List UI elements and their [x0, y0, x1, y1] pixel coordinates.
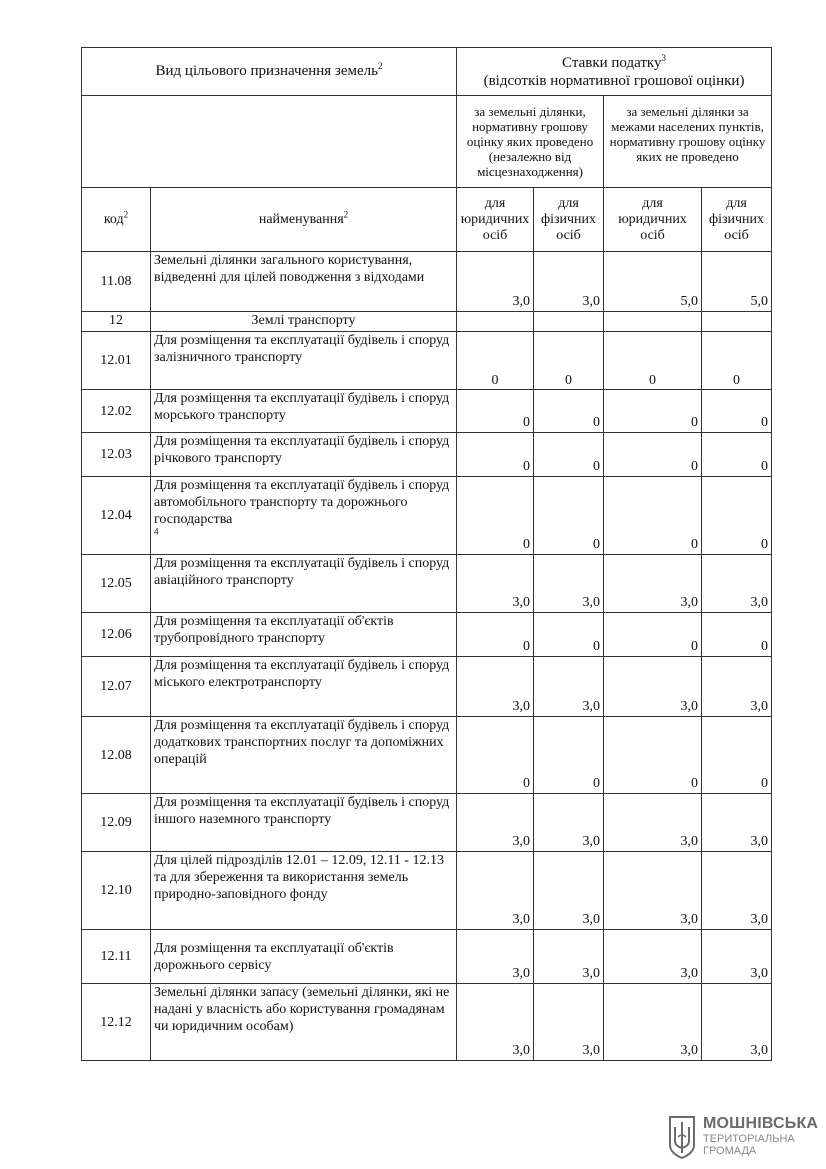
table-row [82, 252, 772, 312]
table-row [82, 332, 772, 390]
row-name: Для розміщення та експлуатації будівель і споруд річкового транспорту [151, 433, 457, 477]
table-row [82, 657, 772, 717]
name-header [151, 188, 457, 252]
code-header [82, 188, 151, 252]
row-code: 12.05 [82, 555, 151, 613]
rate-individual-assessed: 0 [534, 477, 604, 555]
row-name: Для розміщення та експлуатації будівель і споруд іншого наземного транспорту [151, 794, 457, 852]
row-code: 12.04 [82, 477, 151, 555]
rate-individual-not-assessed: 0 [702, 717, 772, 794]
logo-subtitle [703, 1133, 795, 1157]
individuals-header-2: для фізичних осіб [702, 188, 772, 252]
rate-legal-assessed: 0 [457, 390, 534, 433]
rate-legal-assessed: 3,0 [457, 555, 534, 613]
rate-legal-not-assessed: 3,0 [604, 657, 702, 717]
land-tax-rates-table [81, 47, 772, 1061]
rate-legal-not-assessed: 3,0 [604, 984, 702, 1061]
rate-legal-assessed: 3,0 [457, 984, 534, 1061]
individuals-header-1: для фізичних осіб [534, 188, 604, 252]
rate-legal-assessed: 0 [457, 433, 534, 477]
rate-individual-not-assessed: 3,0 [702, 555, 772, 613]
row-code: 12.09 [82, 794, 151, 852]
rate-individual-assessed: 0 [534, 433, 604, 477]
row-code: 12.06 [82, 613, 151, 657]
table-row [82, 984, 772, 1061]
table-row [82, 433, 772, 477]
logo-title: МОШНІВСЬКА [703, 1115, 819, 1132]
empty-header-cell [82, 96, 457, 188]
tax-rates-subtitle: (відсотків нормативної грошової оцінки) [483, 72, 745, 89]
rate-individual-not-assessed: 0 [702, 332, 772, 390]
rate-legal-not-assessed: 3,0 [604, 555, 702, 613]
table-row [82, 794, 772, 852]
rate-individual-not-assessed: 3,0 [702, 794, 772, 852]
table-row [82, 312, 772, 332]
rate-individual-not-assessed: 3,0 [702, 984, 772, 1061]
rate-individual-not-assessed: 0 [702, 477, 772, 555]
row-name: Для розміщення та експлуатації будівель і споруд залізничного транспорту [151, 332, 457, 390]
table-row [82, 852, 772, 930]
rate-individual-assessed: 0 [534, 717, 604, 794]
rate-legal-not-assessed: 3,0 [604, 852, 702, 930]
rate-individual-assessed: 3,0 [534, 852, 604, 930]
rate-individual-not-assessed: 0 [702, 433, 772, 477]
row-code: 12.07 [82, 657, 151, 717]
trident-emblem-icon [667, 1115, 697, 1159]
rate-individual-not-assessed: 0 [702, 390, 772, 433]
rate-legal-not-assessed: 0 [604, 332, 702, 390]
rate-legal-not-assessed: 0 [604, 477, 702, 555]
not-assessed-land-header: за земельні ділянки за межами населених пунктів, нормативну грошову оцінку яких не проведено [604, 96, 772, 188]
rate-legal-assessed [457, 312, 534, 332]
rate-legal-not-assessed: 0 [604, 717, 702, 794]
header-row-2 [82, 96, 772, 188]
rate-legal-assessed: 0 [457, 717, 534, 794]
rate-individual-not-assessed: 3,0 [702, 852, 772, 930]
name-label: найменування [258, 212, 344, 227]
rate-legal-assessed: 0 [457, 332, 534, 390]
row-name: Для розміщення та експлуатації об'єктів трубопровідного транспорту [151, 613, 457, 657]
rate-legal-assessed: 0 [457, 477, 534, 555]
rate-legal-assessed: 0 [457, 613, 534, 657]
rate-individual-assessed: 3,0 [534, 794, 604, 852]
land-purpose-header [82, 48, 457, 96]
row-name: Для розміщення та експлуатації будівель і споруд морського транспорту [151, 390, 457, 433]
row-name: Земельні ділянки загального користування, відведенні для цілей поводження з відходами [151, 252, 457, 312]
header-row-1 [82, 48, 772, 96]
rate-individual-assessed [534, 312, 604, 332]
rate-legal-assessed: 3,0 [457, 930, 534, 984]
table-row [82, 390, 772, 433]
rate-legal-not-assessed: 0 [604, 433, 702, 477]
row-name [151, 477, 457, 555]
rate-legal-assessed: 3,0 [457, 794, 534, 852]
rate-individual-assessed: 3,0 [534, 930, 604, 984]
footnote-sup: 4 [154, 526, 159, 537]
row-code: 12.11 [82, 930, 151, 984]
header-row-3 [82, 188, 772, 252]
row-code: 12.10 [82, 852, 151, 930]
table-row [82, 555, 772, 613]
row-name: Для розміщення та експлуатації будівель і споруд додаткових транспортних послуг та допоміжних операцій [151, 717, 457, 794]
tax-rates-title: Ставки податку [562, 54, 662, 71]
rate-individual-assessed: 3,0 [534, 984, 604, 1061]
rate-individual-not-assessed: 0 [702, 613, 772, 657]
table-row [82, 717, 772, 794]
code-sup: 2 [123, 209, 129, 220]
tax-rates-sup: 3 [661, 52, 667, 63]
rate-individual-assessed: 3,0 [534, 555, 604, 613]
rate-legal-assessed: 3,0 [457, 852, 534, 930]
row-name: Для цілей підрозділів 12.01 – 12.09, 12.11 - 12.13 та для збереження та використання земель природно-заповідного фонду [151, 852, 457, 930]
table-row [82, 477, 772, 555]
row-name: Для розміщення та експлуатації будівель і споруд міського електротранспорту [151, 657, 457, 717]
rate-individual-not-assessed [702, 312, 772, 332]
row-name: Землі транспорту [151, 312, 457, 332]
rate-legal-not-assessed [604, 312, 702, 332]
legal-entities-header-1: для юридичних осіб [457, 188, 534, 252]
land-purpose-sup: 2 [378, 61, 383, 71]
row-code: 12.02 [82, 390, 151, 433]
rate-legal-assessed: 3,0 [457, 252, 534, 312]
rate-legal-not-assessed: 0 [604, 613, 702, 657]
legal-entities-header-2: для юридичних осіб [604, 188, 702, 252]
rate-individual-assessed: 3,0 [534, 252, 604, 312]
name-sup: 2 [343, 209, 349, 220]
assessed-land-header: за земельні ділянки, нормативну грошову оцінку яких проведено (незалежно від місцезнаходження) [457, 96, 604, 188]
table-row [82, 613, 772, 657]
rate-individual-not-assessed: 5,0 [702, 252, 772, 312]
rate-legal-not-assessed: 0 [604, 390, 702, 433]
row-code: 12.01 [82, 332, 151, 390]
rate-individual-assessed: 0 [534, 390, 604, 433]
rate-individual-assessed: 0 [534, 613, 604, 657]
rate-individual-not-assessed: 3,0 [702, 930, 772, 984]
rate-individual-assessed: 0 [534, 332, 604, 390]
row-code: 12.12 [82, 984, 151, 1061]
code-label: код [103, 212, 124, 227]
row-code: 12 [82, 312, 151, 332]
row-name: Земельні ділянки запасу (земельні ділянки, які не надані у власність або користування громадянам чи юридичним особам) [151, 984, 457, 1061]
row-code: 12.08 [82, 717, 151, 794]
row-name-text: Для розміщення та експлуатації будівель і споруд автомобільного транспорту та дорожнього господарства [154, 478, 450, 527]
row-name: Для розміщення та експлуатації об'єктів дорожнього сервісу [151, 930, 457, 984]
rate-legal-not-assessed: 3,0 [604, 794, 702, 852]
rate-legal-assessed: 3,0 [457, 657, 534, 717]
rate-legal-not-assessed: 5,0 [604, 252, 702, 312]
land-purpose-title: Вид цільового призначення земель [155, 63, 378, 79]
row-code: 12.03 [82, 433, 151, 477]
rate-individual-not-assessed: 3,0 [702, 657, 772, 717]
community-logo [667, 1113, 819, 1161]
row-code: 11.08 [82, 252, 151, 312]
rate-individual-assessed: 3,0 [534, 657, 604, 717]
logo-line-3: ГРОМАДА [703, 1145, 757, 1157]
row-name: Для розміщення та експлуатації будівель і споруд авіаційного транспорту [151, 555, 457, 613]
rate-legal-not-assessed: 3,0 [604, 930, 702, 984]
tax-rates-header [457, 48, 772, 96]
logo-line-2: ТЕРИТОРІАЛЬНА [703, 1133, 795, 1145]
table-row [82, 930, 772, 984]
